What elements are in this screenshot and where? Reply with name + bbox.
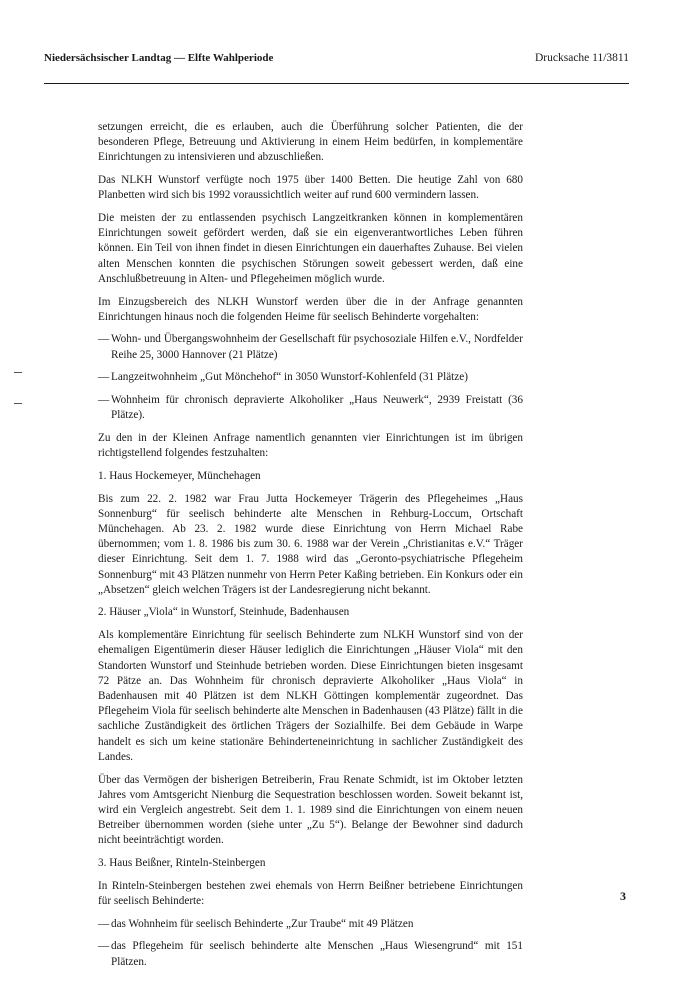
document-number: Drucksache 11/3811 <box>535 52 629 64</box>
section-heading: 3. Haus Beißner, Rinteln-Steinbergen <box>98 857 266 870</box>
dash-mark: — <box>98 917 110 930</box>
paragraph: Als komplementäre Einrichtung für seelisch Behinderte zum NLKH Wunstorf sind von der ehemaligen Eigentümerin dieser Häuser lediglich die Einrichtungen „Häuser Viola“ mit den Standorten Wunstorf und Steinhude betrieben worden. Diese Einrichtungen bieten insgesamt 72 Pätze an. Das Wohnheim für chronisch depravierte Alkoholiker „Haus Viola“ in Badenhausen mit 40 Plätzen ist dem NLKH Göttingen komplementär zugeordnet. Das Pflegeheim Viola für seelisch behinderte alte Menschen in Badenhausen (43 Plätze) fällt in die sachliche Zuständigkeit des örtlichen Trägers der Sozialhilfe. Bei dem Gebäude in Warpe handelt es sich um keine stationäre Behinderteneinrichtung in sachlicher Zuständigkeit des Landes. <box>98 629 523 763</box>
list-item-text: Wohnheim für chronisch depravierte Alkoholiker „Haus Neuwerk“, 2939 Freistatt (36 Plätze). <box>111 394 523 422</box>
dash-mark: — <box>98 371 110 384</box>
paragraph: Zu den in der Kleinen Anfrage namentlich genannten vier Einrichtungen ist im übrigen richtigstellend folgendes festzuhalten: <box>98 431 523 460</box>
list-item <box>98 939 523 969</box>
list-item-text: Langzeitwohnheim „Gut Mönchehof“ in 3050 Wunstorf-Kohlenfeld (31 Plätze) <box>111 371 468 384</box>
section-heading: 2. Häuser „Viola“ in Wunstorf, Steinhude, Badenhausen <box>98 606 350 619</box>
header-rule <box>44 83 629 84</box>
margin-mark <box>14 372 22 373</box>
dash-mark: — <box>98 333 110 346</box>
document-body <box>98 120 523 977</box>
paragraph: Im Einzugsbereich des NLKH Wunstorf werden über die in der Anfrage genannten Einrichtungen hinaus noch die folgenden Heime für seelisch Behinderte vorgehalten: <box>98 295 523 323</box>
list-item <box>98 332 523 362</box>
margin-mark <box>14 403 22 404</box>
paragraph: Bis zum 22. 2. 1982 war Frau Jutta Hockemeyer Trägerin des Pflegeheimes „Haus Sonnenburg“ für seelisch behinderte alte Menschen in Rehburg-Loccum, Ortschaft Münchehagen. Ab 23. 2. 1982 wurde diese Einrichtung von Herrn Michael Rabe übernommen; vom 1. 8. 1986 bis zum 30. 6. 1988 war der Verein „Christianitas e.V.“ Träger dieser Einrichtung. Seit dem 1. 7. 1988 wird das „Geronto-psychiatrische Pflegeheim Sonnenburg“ mit 43 Plätzen nunmehr von Herrn Peter Kaßing betrieben. Ein Konkurs oder ein „Absetzen“ gleich welchen Trägers ist der Landesregierung nicht bekannt. <box>98 492 523 596</box>
paragraph: Die meisten der zu entlassenden psychisch Langzeitkranken können in komplementären Einrichtungen soweit gefördert werden, daß sie ein eigenverantwortliches Leben führen können. Ein Teil von ihnen findet in diesen Einrichtungen ein dauerhaftes Zuhause. Bei vielen alten Menschen konnten die psychischen Störungen soweit gebessert werden, daß eine Anschlußbetreuung in Alten- und Pflegeheimen möglich wurde. <box>98 212 523 285</box>
page-number: 3 <box>620 889 626 903</box>
section-heading: 1. Haus Hockemeyer, Münchehagen <box>98 469 261 482</box>
dash-mark: — <box>98 394 110 407</box>
paragraph: setzungen erreicht, die es erlauben, auch die Überführung solcher Patienten, die der besonderen Pflege, Betreuung und Aktivierung in einem Heim bedürfen, in komplementäre Einrichtungen zu intensivieren und abzuschließen. <box>98 121 523 164</box>
list-item-text: das Wohnheim für seelisch Behinderte „Zur Traube“ mit 49 Plätzen <box>111 917 414 930</box>
page-header <box>44 52 629 64</box>
dash-mark: — <box>98 940 110 953</box>
list-item-text: das Pflegeheim für seelisch behinderte alte Menschen „Haus Wiesengrund“ mit 151 Plätzen. <box>111 940 523 968</box>
list-item-text: Wohn- und Übergangswohnheim der Gesellschaft für psychosoziale Hilfen e.V., Nordfelder Reihe 25, 3000 Hannover (21 Plätze) <box>111 333 523 361</box>
list-item <box>98 370 523 385</box>
paragraph: In Rinteln-Steinbergen bestehen zwei ehemals von Herrn Beißner betriebene Einrichtungen für seelisch Behinderte: <box>98 879 523 907</box>
list-item <box>98 917 523 932</box>
list-item <box>98 393 523 423</box>
paragraph: Das NLKH Wunstorf verfügte noch 1975 über 1400 Betten. Die heutige Zahl von 680 Planbetten wird sich bis 1992 voraussichtlich weiter auf rund 600 vermindern lassen. <box>98 174 523 202</box>
paragraph: Über das Vermögen der bisherigen Betreiberin, Frau Renate Schmidt, ist im Oktober letzten Jahres vom Amtsgericht Nienburg die Sequestration beschlossen worden. Soweit bekannt ist, wird ein Vergleich angestrebt. Seit dem 1. 1. 1989 sind die Einrichtungen von einem neuen Betreiber übernommen worden (siehe unter „Zu 5“). Belange der Bewohner sind dadurch nicht beeinträchtigt worden. <box>98 773 523 847</box>
header-title: Niedersächsischer Landtag — Elfte Wahlperiode <box>44 52 274 64</box>
